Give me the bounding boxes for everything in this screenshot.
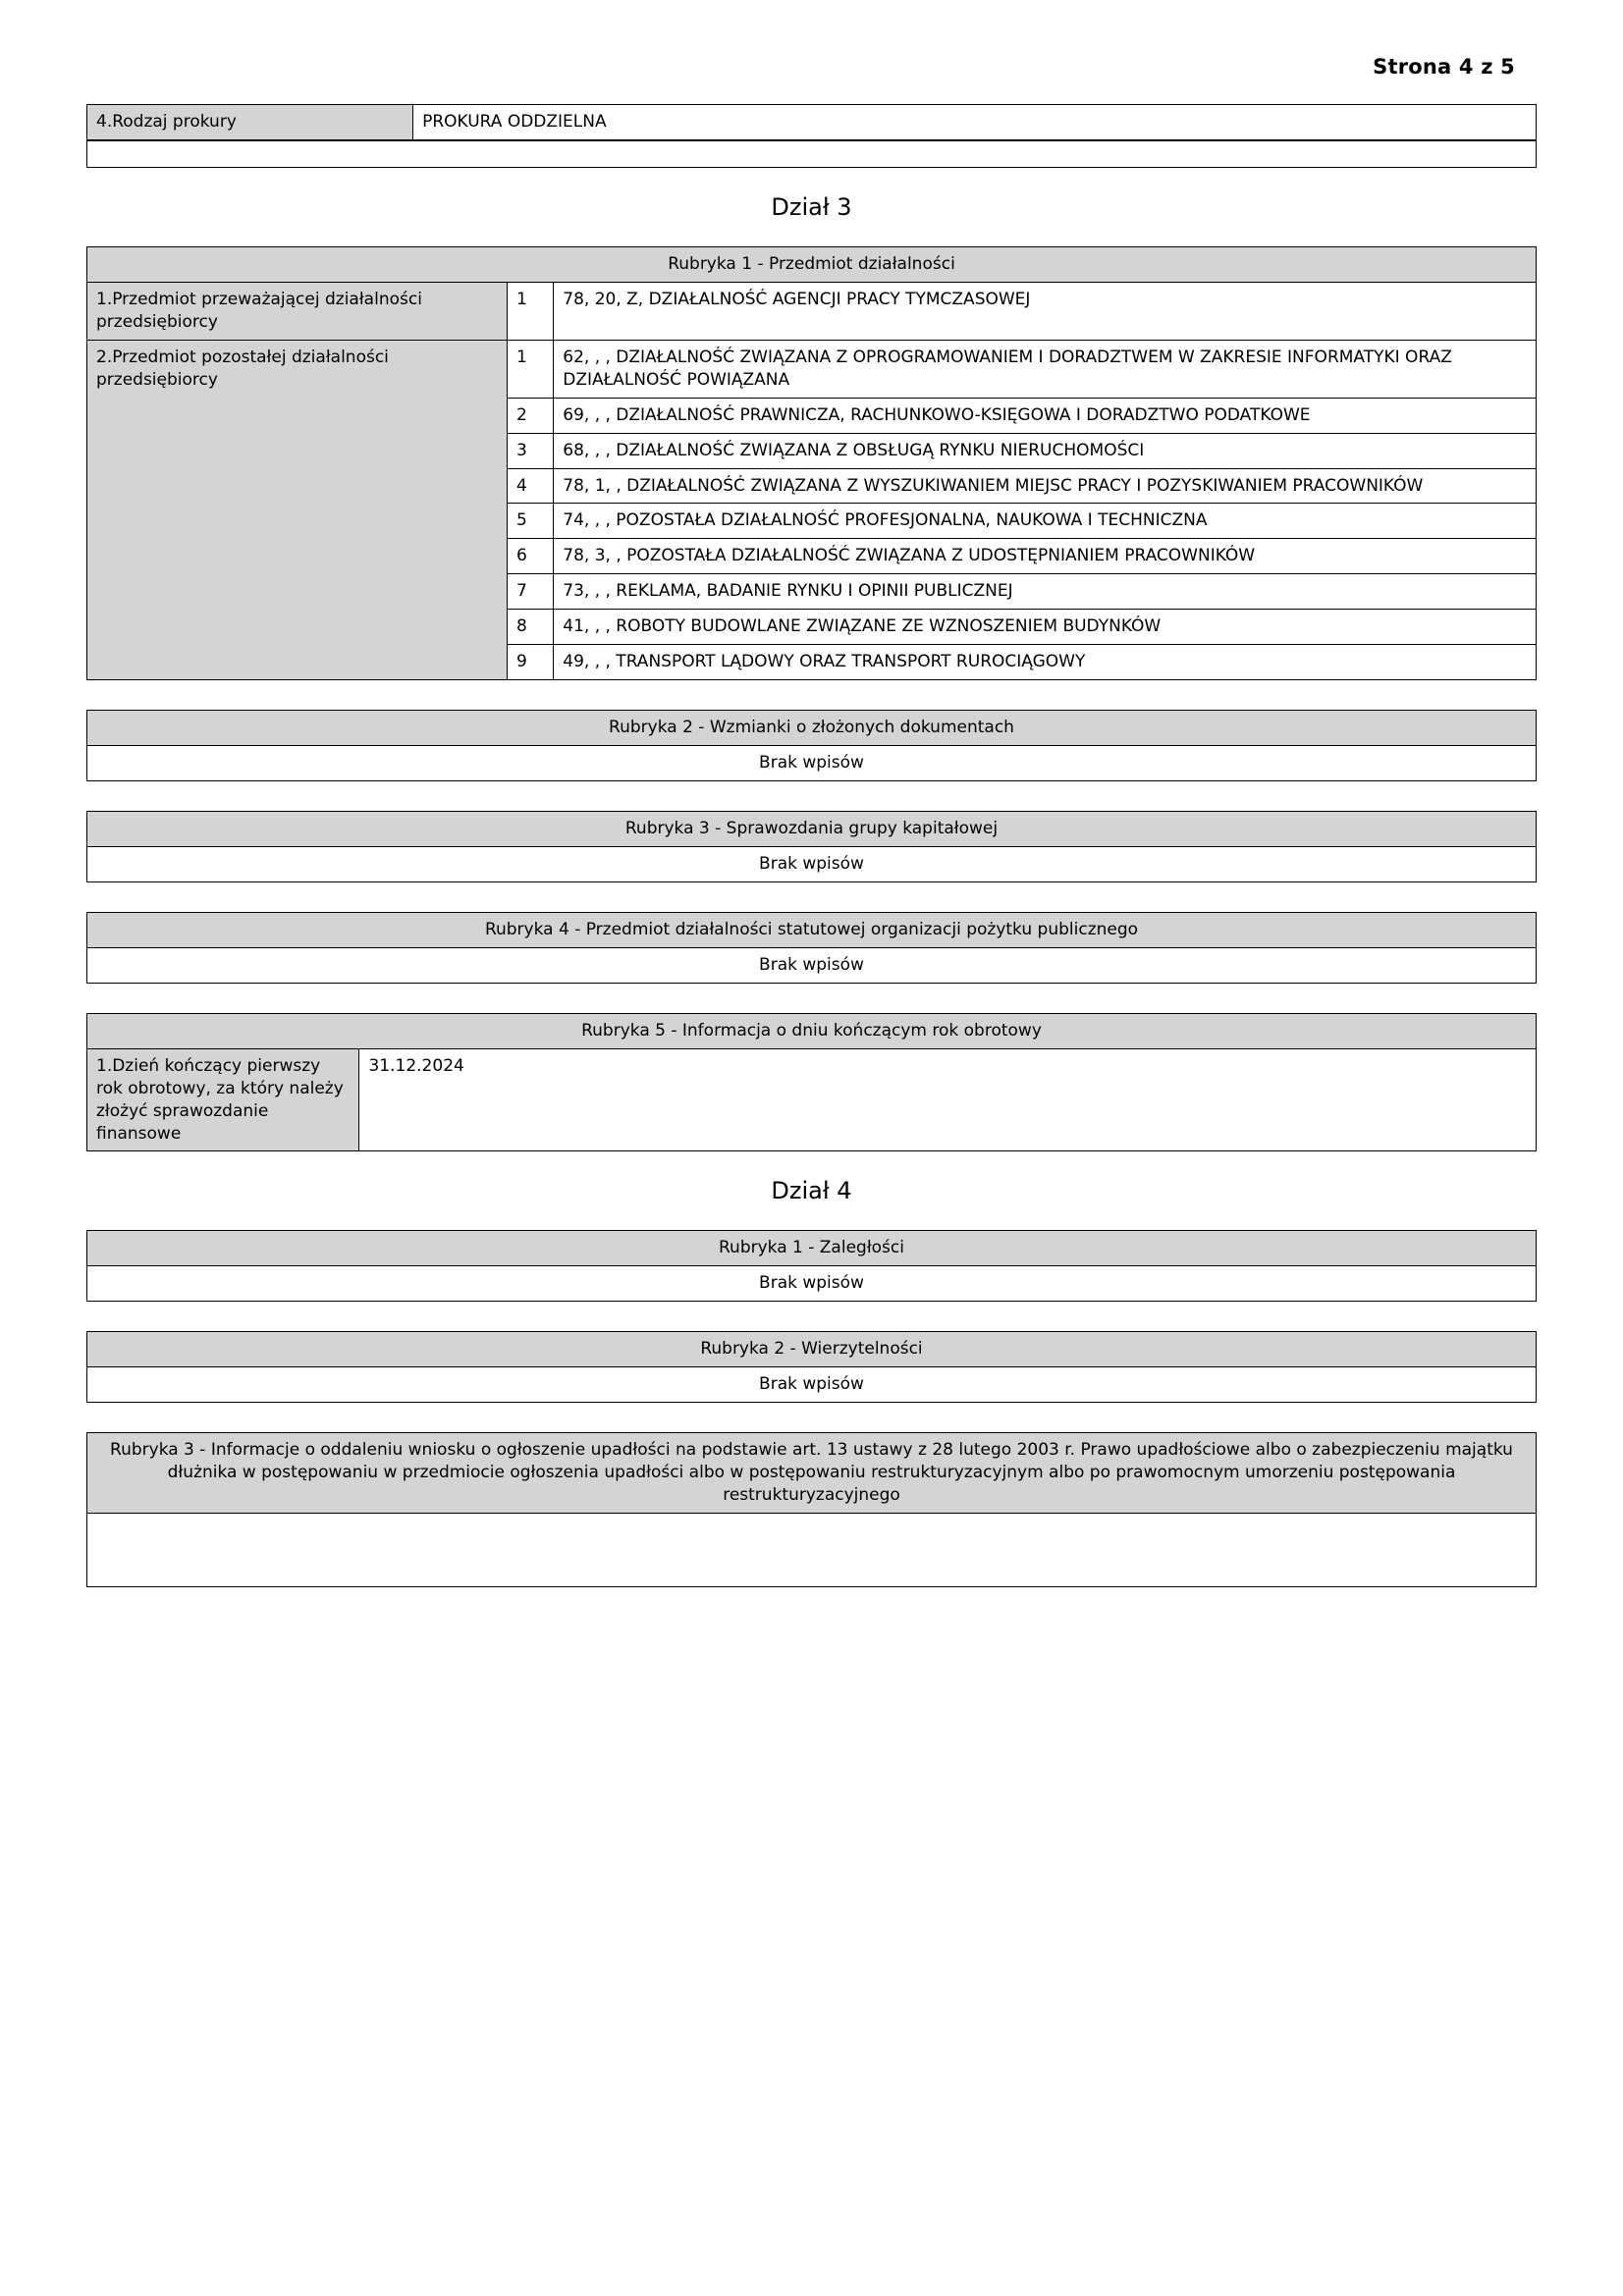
rubryka-body: Brak wpisów (87, 746, 1537, 781)
dzial3-rubryka3-table (86, 811, 1537, 882)
dzial3-rubryka2-wrapper (86, 710, 1537, 781)
table-row (87, 947, 1537, 983)
table-header-row (87, 1433, 1537, 1514)
dzial4-rubryka2-table (86, 1331, 1537, 1403)
item-text: 78, 20, Z, DZIAŁALNOŚĆ AGENCJI PRACY TYMCZASOWEJ (554, 282, 1537, 340)
table-header-row (87, 812, 1537, 847)
prokura-label: 4.Rodzaj prokury (87, 105, 413, 140)
item-number: 4 (508, 468, 554, 504)
rubryka-header: Rubryka 3 - Informacje o oddaleniu wniosku o ogłoszenie upadłości na podstawie art. 13 ustawy z 28 lutego 2003 r. Prawo upadłościowe albo o zabezpieczeniu majątku dłużnika w postępowaniu w przedmiocie ogłoszenia upadłości albo w postępowaniu restrukturyzacyjnym albo po prawomocnym umorzeniu postępowania restrukturyzacyjnego (87, 1433, 1537, 1514)
table-row (87, 282, 1537, 340)
table-header-row (87, 1231, 1537, 1266)
rubryka-body-empty (87, 1514, 1537, 1587)
dzial3-rubryka5-wrapper (86, 1013, 1537, 1152)
item-number: 2 (508, 398, 554, 433)
spacer-cell (87, 140, 1537, 167)
rubryka-body: Brak wpisów (87, 846, 1537, 881)
item-text: 78, 3, , POZOSTAŁA DZIAŁALNOŚĆ ZWIĄZANA Z UDOSTĘPNIANIEM PRACOWNIKÓW (554, 539, 1537, 574)
rubryka-header: Rubryka 3 - Sprawozdania grupy kapitałowej (87, 812, 1537, 847)
table-row (87, 1266, 1537, 1302)
dzial3-rubryka1-table (86, 246, 1537, 680)
rubryka-header: Rubryka 2 - Wierzytelności (87, 1332, 1537, 1367)
item-text: 69, , , DZIAŁALNOŚĆ PRAWNICZA, RACHUNKOWO-KSIĘGOWA I DORADZTWO PODATKOWE (554, 398, 1537, 433)
table-header-row (87, 246, 1537, 282)
item-text: 74, , , POZOSTAŁA DZIAŁALNOŚĆ PROFESJONALNA, NAUKOWA I TECHNICZNA (554, 504, 1537, 539)
table-row (87, 105, 1537, 140)
item-text: 68, , , DZIAŁALNOŚĆ ZWIĄZANA Z OBSŁUGĄ RYNKU NIERUCHOMOŚCI (554, 433, 1537, 468)
item-number: 6 (508, 539, 554, 574)
dzial4-rubryka3-wrapper (86, 1432, 1537, 1587)
dzial3-rubryka1-wrapper (86, 246, 1537, 680)
rok-obrotowy-value: 31.12.2024 (359, 1048, 1537, 1151)
page-number-label: Strona 4 z 5 (1373, 55, 1515, 79)
prokura-spacer-table (86, 140, 1537, 168)
przedmiot-przewazajacej-label: 1.Przedmiot przeważającej działalności przedsiębiorcy (87, 282, 508, 340)
table-row-spacer (87, 140, 1537, 167)
item-text: 78, 1, , DZIAŁALNOŚĆ ZWIĄZANA Z WYSZUKIWANIEM MIEJSC PRACY I POZYSKIWANIEM PRACOWNIKÓW (554, 468, 1537, 504)
prokura-value: PROKURA ODDZIELNA (413, 105, 1537, 140)
table-header-row (87, 912, 1537, 947)
rubryka-body: Brak wpisów (87, 1266, 1537, 1302)
dzial3-rubryka5-table (86, 1013, 1537, 1152)
table-row (87, 340, 1537, 398)
table-header-row (87, 711, 1537, 746)
dzial3-rubryka2-table (86, 710, 1537, 781)
item-number: 3 (508, 433, 554, 468)
dzial3-rubryka4-wrapper (86, 912, 1537, 984)
section-title-dzial-4: Dział 4 (771, 1177, 852, 1205)
dzial4-rubryka2-wrapper (86, 1331, 1537, 1403)
table-row (87, 746, 1537, 781)
item-number: 8 (508, 610, 554, 645)
rok-obrotowy-label: 1.Dzień kończący pierwszy rok obrotowy, za który należy złożyć sprawozdanie finansowe (87, 1048, 359, 1151)
item-number: 5 (508, 504, 554, 539)
item-number: 7 (508, 574, 554, 610)
prokura-table-wrapper (86, 104, 1537, 168)
dzial3-rubryka4-table (86, 912, 1537, 984)
rubryka-header: Rubryka 1 - Zaległości (87, 1231, 1537, 1266)
item-text: 41, , , ROBOTY BUDOWLANE ZWIĄZANE ZE WZNOSZENIEM BUDYNKÓW (554, 610, 1537, 645)
item-number: 9 (508, 645, 554, 680)
dzial3-rubryka3-wrapper (86, 811, 1537, 882)
rubryka-header: Rubryka 5 - Informacja o dniu kończącym rok obrotowy (87, 1013, 1537, 1048)
dzial4-rubryka3-table (86, 1432, 1537, 1587)
section-title-dzial-3: Dział 3 (771, 192, 852, 221)
table-row (87, 1048, 1537, 1151)
rubryka-body: Brak wpisów (87, 947, 1537, 983)
item-text: 73, , , REKLAMA, BADANIE RYNKU I OPINII PUBLICZNEJ (554, 574, 1537, 610)
prokura-table (86, 104, 1537, 140)
rubryka-header: Rubryka 1 - Przedmiot działalności (87, 246, 1537, 282)
dzial4-rubryka1-wrapper (86, 1230, 1537, 1302)
rubryka-header: Rubryka 2 - Wzmianki o złożonych dokumentach (87, 711, 1537, 746)
rubryka-body: Brak wpisów (87, 1367, 1537, 1403)
item-number: 1 (508, 282, 554, 340)
item-text: 49, , , TRANSPORT LĄDOWY ORAZ TRANSPORT RUROCIĄGOWY (554, 645, 1537, 680)
item-text: 62, , , DZIAŁALNOŚĆ ZWIĄZANA Z OPROGRAMOWANIEM I DORADZTWEM W ZAKRESIE INFORMATYKI ORAZ DZIAŁALNOŚĆ POWIĄZANA (554, 340, 1537, 398)
table-row (87, 846, 1537, 881)
item-number: 1 (508, 340, 554, 398)
table-row (87, 1367, 1537, 1403)
przedmiot-pozostalej-label: 2.Przedmiot pozostałej działalności przedsiębiorcy (87, 340, 508, 679)
rubryka-header: Rubryka 4 - Przedmiot działalności statutowej organizacji pożytku publicznego (87, 912, 1537, 947)
table-header-row (87, 1013, 1537, 1048)
table-row (87, 1514, 1537, 1587)
table-header-row (87, 1332, 1537, 1367)
dzial4-rubryka1-table (86, 1230, 1537, 1302)
